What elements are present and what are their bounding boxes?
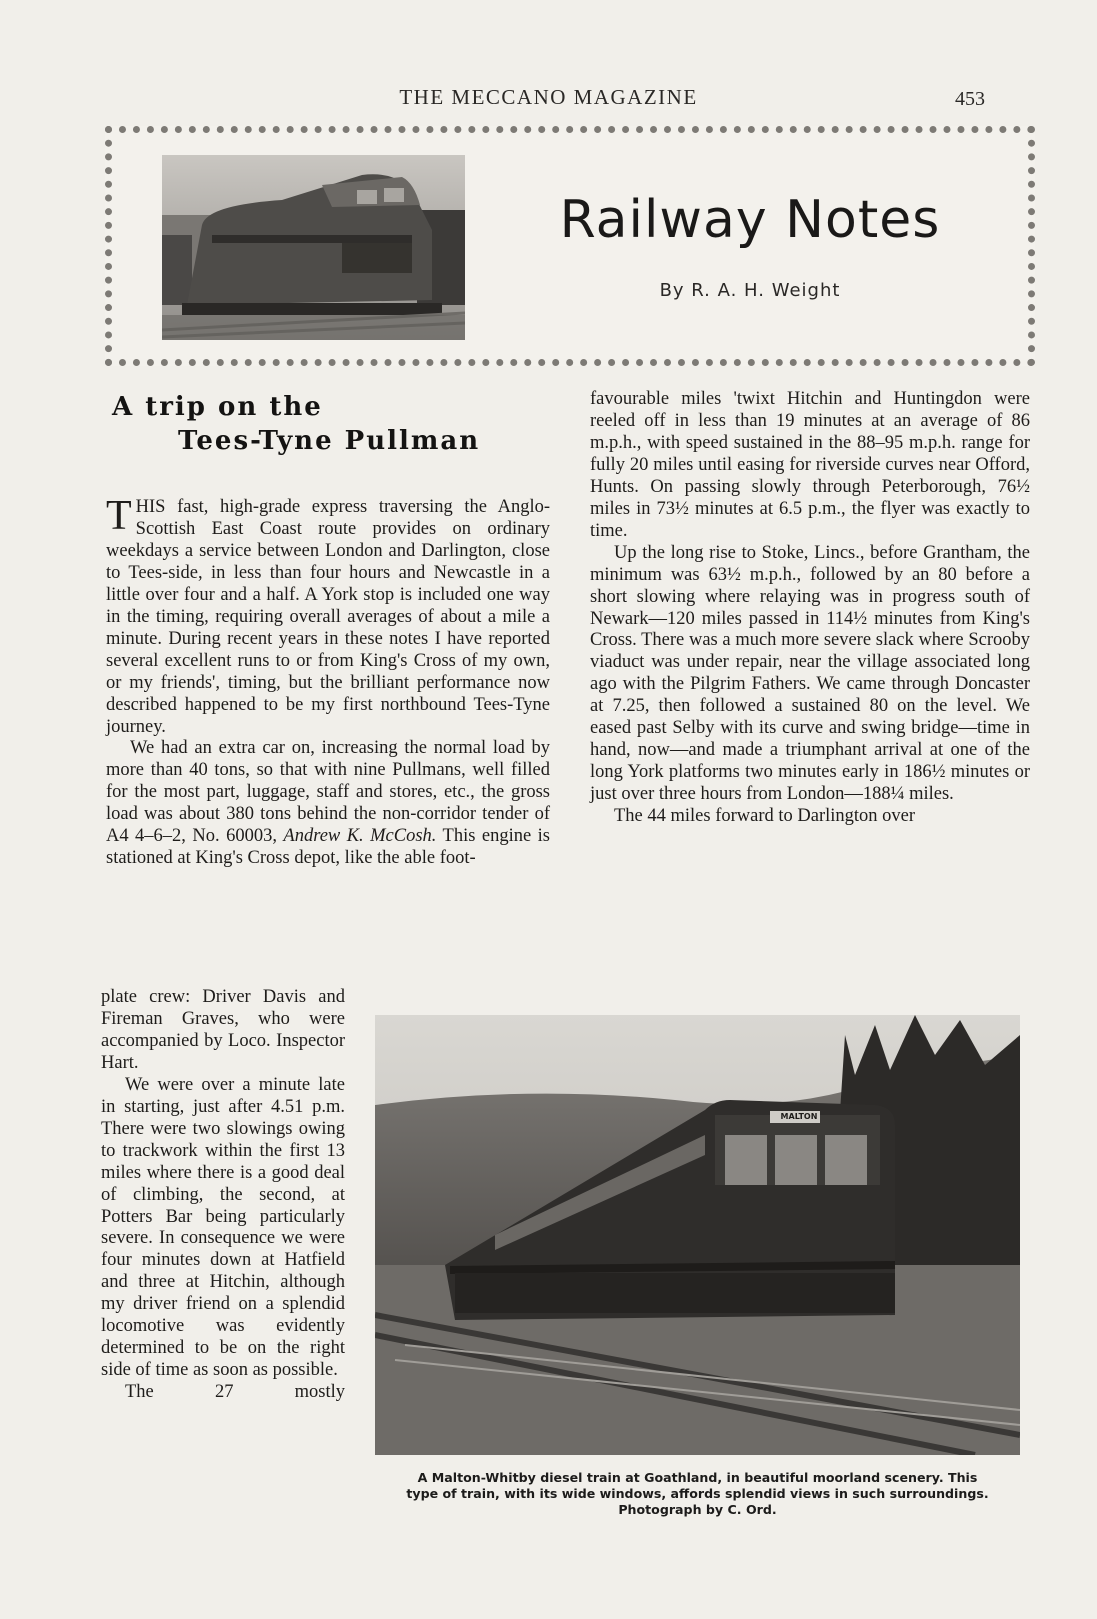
paragraph-2-part-c: plate crew: Driver Davis and Fireman Graves, who were accompanied by Loco. Inspector Hart. bbox=[101, 987, 345, 1073]
column-2-paragraph-1: favourable miles 'twixt Hitchin and Huntingdon were reeled off in less than 19 minutes at an average of 86 m.p.h., with speed sustained in the 88–95 m.p.h. range for fully 20 miles until easing for riverside curves near Offord, Hunts. On passing slowly through Peterborough, 76½ miles in 73½ minutes at 6.5 p.m., the flyer was exactly to time. bbox=[590, 389, 1030, 541]
column-2-text bbox=[590, 389, 1030, 828]
photo-caption bbox=[370, 1470, 1025, 1518]
paragraph-1: HIS fast, high-grade express traversing the Anglo-Scottish East Coast route provides on ordinary weekdays a service between London and Darlington, close to Tees-side, in less than four hours and Newcastle in a little over four and a half. A York stop is included one way in the timing, requiring overall averages of about a mile a minute. During recent years in these notes I have reported several excellent runs to or from King's Cross of my own, or my friends', timing, but the brilliant performance now described happened to be my first northbound Tees-Tyne journey. bbox=[106, 497, 550, 737]
diesel-train-moorland-photo bbox=[375, 1015, 1020, 1455]
paragraph-3: We were over a minute late in starting, just after 4.51 p.m. There were two slowings owing to trackwork within the first 13 miles where there is a good deal of climbing, the second, at Potters Bar being particularly severe. In consequence we were four minutes down at Hatfield and three at Hitchin, although my driver friend on a splendid locomotive was evidently determined to be on the right side of time as soon as possible. bbox=[101, 1074, 345, 1381]
caption-line-3: Photograph by C. Ord. bbox=[618, 1502, 777, 1517]
destination-blind: MALTON bbox=[780, 1112, 818, 1121]
diesel-locomotive-photo bbox=[162, 155, 465, 340]
article-title bbox=[108, 392, 548, 456]
running-head: THE MECCANO MAGAZINE bbox=[399, 85, 698, 109]
page-number: 453 bbox=[955, 88, 985, 110]
section-title: Railway Notes bbox=[559, 190, 941, 250]
article-title-line-2: Tees-Tyne Pullman bbox=[178, 426, 481, 456]
paragraph-4: The 27 mostly bbox=[125, 1382, 345, 1403]
paragraph-2-part-b: This engine is stationed at King's Cross depot, like the able foot- bbox=[106, 826, 550, 869]
locomotive-name: Andrew K. McCosh. bbox=[283, 826, 437, 847]
caption-line-2: type of train, with its wide windows, affords splendid views in such surroundings. bbox=[406, 1486, 989, 1501]
column-2-paragraph-2: Up the long rise to Stoke, Lincs., before Grantham, the minimum was 63½ m.p.h., followed by an 80 before a short slowing where relaying was in progress south of Newark—120 miles passed in 114½ minutes from King's Cross. There was a much more severe slack where Scrooby viaduct was under repair, near the village associated long ago with the Pilgrim Fathers. We came through Doncaster at 7.25, then followed a sustained 80 on the level. We eased past Selby with its curve and swing bridge—time in hand, now—and made a triumphant arrival at one of the long York platforms two minutes early in 186½ minutes or just over three hours from London—188¼ miles. bbox=[590, 542, 1030, 805]
column-1-narrow-text bbox=[101, 987, 345, 1404]
article-title-line-1: A trip on the bbox=[112, 392, 323, 422]
column-1-text bbox=[106, 493, 550, 870]
column-2-paragraph-3: The 44 miles forward to Darlington over bbox=[614, 806, 916, 827]
drop-cap: T bbox=[106, 493, 132, 539]
paragraph-2-part-a: We had an extra car on, increasing the normal load by more than 40 tons, so that with nine Pullmans, well filled for the most part, luggage, staff and stores, etc., the gross load was about 380 tons behind the non-corridor tender of A4 4–6–2, No. 60003, bbox=[106, 738, 550, 847]
caption-line-1: A Malton-Whitby diesel train at Goathland, in beautiful moorland scenery. This bbox=[417, 1470, 978, 1485]
byline: By R. A. H. Weight bbox=[659, 280, 841, 301]
